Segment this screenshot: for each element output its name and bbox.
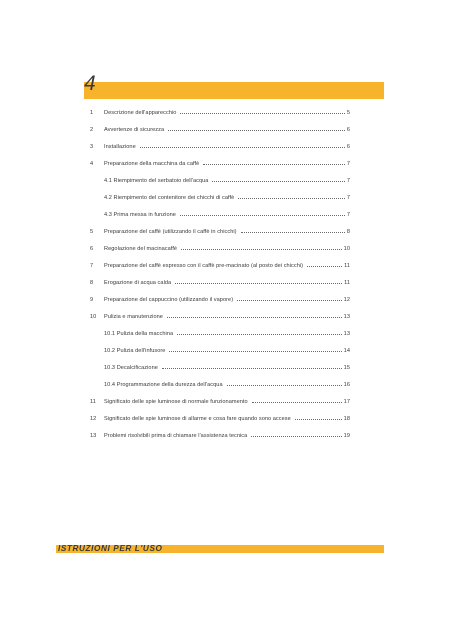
toc-entry-number: 9 [90, 296, 94, 303]
toc-entry-number: 12 [90, 415, 97, 422]
toc-entry[interactable] [90, 393, 350, 410]
toc-dot-leader [252, 402, 342, 403]
toc-entry[interactable] [90, 155, 350, 172]
toc-dot-leader [181, 249, 342, 250]
toc-entry-page: 6 [346, 126, 350, 133]
table-of-contents [90, 104, 350, 444]
toc-entry-page: 14 [343, 347, 350, 354]
toc-entry-page: 10 [343, 245, 350, 252]
toc-entry-page: 15 [343, 364, 350, 371]
toc-entry-title: 10.2 Pulizia dell'infusore [104, 347, 166, 354]
toc-entry-title: Erogazione di acqua calda [104, 279, 172, 286]
toc-entry-page: 13 [343, 313, 350, 320]
toc-entry[interactable] [90, 359, 350, 376]
toc-entry-title: Problemi risolvibili prima di chiamare l'assistenza tecnica [104, 432, 248, 439]
toc-entry-number: 8 [90, 279, 94, 286]
toc-dot-leader [307, 266, 342, 267]
toc-entry-number: 3 [90, 143, 94, 150]
toc-dot-leader [237, 300, 342, 301]
toc-entry[interactable] [90, 138, 350, 155]
header-accent-bar [84, 82, 384, 99]
toc-entry-number: 4 [90, 160, 94, 167]
toc-entry[interactable] [90, 291, 350, 308]
toc-entry[interactable] [90, 376, 350, 393]
toc-dot-leader [162, 368, 342, 369]
toc-entry-page: 13 [343, 330, 350, 337]
toc-entry-title: Significato delle spie luminose di normale funzionamento [104, 398, 248, 405]
toc-entry-page: 18 [343, 415, 350, 422]
toc-dot-leader [227, 385, 342, 386]
toc-entry-page: 8 [346, 228, 350, 235]
toc-entry-page: 11 [344, 279, 350, 286]
toc-entry-title: Regolazione del macinacaffè [104, 245, 178, 252]
toc-entry-title: 10.3 Decalcificazione [104, 364, 158, 371]
toc-entry-page: 11 [344, 262, 350, 269]
toc-entry-title: 4.1 Riempimento del serbatoio dell'acqua [104, 177, 209, 184]
toc-entry-title: Descrizione dell'apparecchio [104, 109, 177, 116]
toc-entry[interactable] [90, 240, 350, 257]
toc-entry-title: 10.4 Programmazione della durezza dell'acqua [104, 381, 223, 388]
toc-entry[interactable] [90, 223, 350, 240]
footer-label: ISTRUZIONI PER L'USO [58, 544, 163, 553]
toc-entry[interactable] [90, 189, 350, 206]
page-number: 4 [84, 72, 96, 95]
toc-entry-title: 10.1 Pulizia della macchina [104, 330, 174, 337]
toc-entry[interactable] [90, 325, 350, 342]
toc-entry-title: Avvertenze di sicurezza [104, 126, 165, 133]
toc-entry-title: Significato delle spie luminose di allarme e cosa fare quando sono accese [104, 415, 291, 422]
toc-entry-title: Preparazione della macchina da caffè [104, 160, 200, 167]
toc-dot-leader [212, 181, 344, 182]
toc-entry-number: 13 [90, 432, 97, 439]
toc-entry-number: 6 [90, 245, 94, 252]
toc-entry-number: 1 [90, 109, 94, 116]
toc-dot-leader [175, 283, 342, 284]
toc-entry-title: 4.3 Prima messa in funzione [104, 211, 176, 218]
toc-entry-page: 7 [346, 194, 350, 201]
toc-entry-title: Pulizia e manutenzione [104, 313, 163, 320]
toc-entry[interactable] [90, 427, 350, 444]
toc-entry[interactable] [90, 104, 350, 121]
toc-dot-leader [251, 436, 341, 437]
toc-entry-title: 4.2 Riempimento del contenitore dei chicchi di caffè [104, 194, 235, 201]
toc-entry-page: 16 [343, 381, 350, 388]
toc-dot-leader [169, 351, 341, 352]
toc-dot-leader [140, 147, 345, 148]
toc-entry-title: Preparazione del caffè (utilizzando il caffè in chicchi) [104, 228, 237, 235]
toc-dot-leader [168, 130, 345, 131]
toc-entry[interactable] [90, 257, 350, 274]
toc-entry[interactable] [90, 342, 350, 359]
toc-entry-number: 11 [90, 398, 96, 405]
toc-dot-leader [241, 232, 345, 233]
toc-dot-leader [180, 215, 345, 216]
toc-entry-page: 19 [343, 432, 350, 439]
toc-dot-leader [203, 164, 345, 165]
toc-dot-leader [167, 317, 342, 318]
toc-entry-page: 12 [343, 296, 350, 303]
toc-entry-page: 5 [346, 109, 350, 116]
toc-dot-leader [177, 334, 342, 335]
toc-entry-page: 17 [343, 398, 350, 405]
toc-entry-title: Installazione [104, 143, 136, 150]
toc-entry-page: 7 [346, 160, 350, 167]
toc-entry[interactable] [90, 410, 350, 427]
toc-entry-number: 5 [90, 228, 94, 235]
toc-entry[interactable] [90, 274, 350, 291]
toc-entry-title: Preparazione del caffè espresso con il caffè pre-macinato (al posto dei chicchi) [104, 262, 304, 269]
toc-entry-page: 7 [346, 211, 350, 218]
toc-entry[interactable] [90, 308, 350, 325]
toc-entry[interactable] [90, 172, 350, 189]
toc-entry-number: 10 [90, 313, 97, 320]
toc-dot-leader [238, 198, 345, 199]
toc-entry[interactable] [90, 121, 350, 138]
toc-dot-leader [295, 419, 342, 420]
toc-entry-page: 6 [346, 143, 350, 150]
toc-entry-number: 2 [90, 126, 94, 133]
toc-dot-leader [180, 113, 344, 114]
toc-entry-number: 7 [90, 262, 94, 269]
toc-entry-title: Preparazione del cappuccino (utilizzando il vapore) [104, 296, 234, 303]
toc-entry-page: 7 [346, 177, 350, 184]
toc-entry[interactable] [90, 206, 350, 223]
